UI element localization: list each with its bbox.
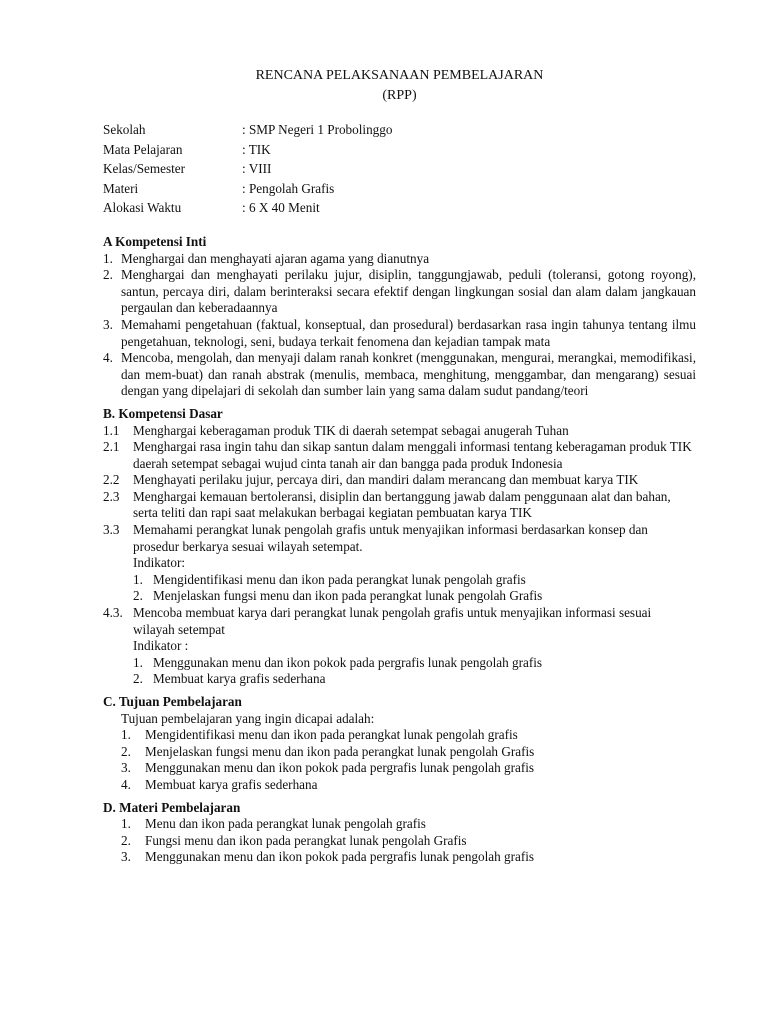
section-heading: C. Tujuan Pembelajaran [103,694,242,709]
info-key: Alokasi Waktu [103,200,182,216]
list-item [121,744,696,761]
info-value: : VIII [242,161,272,177]
indikator-label: Indikator: [133,555,186,571]
item-text: Menjelaskan fungsi menu dan ikon pada perangkat lunak pengolah Grafis [153,588,543,604]
document-title: RENCANA PELAKSANAAN PEMBELAJARAN [255,68,544,83]
list-item [121,777,696,794]
section-kompetensi-dasar [103,406,696,688]
indikator-list [133,655,696,688]
info-key: Sekolah [103,122,146,137]
info-key: Mata Pelajaran [103,141,183,157]
section-materi-pembelajaran [103,800,696,866]
item-text: Menghargai keberagaman produk TIK di daerah setempat sebagai anugerah Tuhan [133,422,569,438]
info-row [103,200,392,220]
tujuan-intro: Tujuan pembelajaran yang ingin dicapai adalah: [121,710,375,726]
item-number: 2. [133,671,143,687]
item-number: 1. [133,654,143,670]
list-item [103,350,696,400]
item-text: Menggunakan menu dan ikon pokok pada pergrafis lunak pengolah grafis [153,654,543,670]
tujuan-block [121,711,696,794]
item-text: Menghayati perilaku jujur, percaya diri, dan mandiri dalam merancang dan membuat karya TIK [133,472,639,488]
list-item [103,251,696,268]
item-number: 2.1 [103,439,120,455]
item-text: Menghargai rasa ingin tahu dan sikap santun dalam menggali informasi tentang keberagaman produk TIK daerah setempat sebagai wujud cinta tanah air dan bangga pada produk Indonesia [133,439,692,471]
materi-list [121,816,696,866]
item-number: 1. [121,816,131,832]
item-number: 2. [121,743,131,759]
item-number: 1.1 [103,422,120,438]
materi-block [121,816,696,866]
indikator-block [133,638,696,688]
identity-table [103,122,392,220]
item-text: Menghargai dan menghayati perilaku jujur, disiplin, tanggungjawab, peduli (toleransi, gotong royong), santun, percaya diri, dalam berinteraksi secara efektif dengan lingkungan sosial dan alam dalam jangkauan pergaulan dan keberadaannya [121,267,696,316]
info-row [103,122,392,142]
item-text: Menghargai dan menghayati ajaran agama yang dianutnya [121,250,430,266]
item-number: 4.3. [103,605,123,621]
section-kompetensi-inti [103,234,696,400]
document-subtitle: (RPP) [382,88,417,103]
item-number: 3.3 [103,522,120,538]
list-item [133,655,696,672]
item-text: Membuat karya grafis sederhana [153,671,326,687]
section-heading: D. Materi Pembelajaran [103,799,241,815]
item-text: Mengidentifikasi menu dan ikon pada perangkat lunak pengolah grafis [145,727,518,743]
item-number: 2. [133,588,143,604]
indikator-list [133,572,696,605]
list-item [121,833,696,850]
item-text: Membuat karya grafis sederhana [145,776,318,792]
info-value: : TIK [242,141,271,157]
item-text: Memahami pengetahuan (faktual, konseptual, dan prosedural) berdasarkan rasa ingin tahunya tentang ilmu pengetahuan, teknologi, seni, budaya terkait fenomena dan kejadian tampak mata [121,316,696,349]
list-item [133,588,696,605]
item-text: Menjelaskan fungsi menu dan ikon pada perangkat lunak pengolah Grafis [145,743,535,759]
item-number: 2.2 [103,472,120,488]
item-number: 3. [103,316,113,332]
indikator-block [133,555,696,605]
item-number: 4. [103,350,113,366]
item-text: Mengidentifikasi menu dan ikon pada perangkat lunak pengolah grafis [153,571,526,587]
item-text: Mencoba membuat karya dari perangkat lunak pengolah grafis untuk menyajikan informasi sesuai wilayah setempat [133,605,652,637]
item-number: 2. [121,832,131,848]
item-text: Menu dan ikon pada perangkat lunak pengolah grafis [145,816,426,832]
info-row [103,161,392,181]
list-item [133,572,696,589]
item-text: Menggunakan menu dan ikon pokok pada pergrafis lunak pengolah grafis [145,849,535,865]
item-text: Menggunakan menu dan ikon pokok pada pergrafis lunak pengolah grafis [145,760,535,776]
item-number: 3. [121,849,131,865]
info-row [103,142,392,162]
info-key: Kelas/Semester [103,161,186,177]
item-number: 2. [103,267,113,283]
list-item [103,605,696,638]
tujuan-list [121,727,696,793]
item-text: Menghargai kemauan bertoleransi, disiplin dan bertanggung jawab dalam penggunaan alat dan bahan, serta teliti dan rapi saat melakukan berbagai kegiatan pembuatan karya TIK [133,488,671,521]
indikator-label: Indikator : [133,638,189,654]
list-item [121,849,696,866]
list-item [103,439,696,472]
list-item [133,671,696,688]
info-value: : Pengolah Grafis [242,180,335,196]
item-number: 1. [133,571,143,587]
list-item [103,522,696,555]
item-text: Mencoba, mengolah, dan menyaji dalam ranah konkret (menggunakan, mengurai, merangkai, memodifikasi, dan mem-buat) dan ranah abstrak (menulis, membaca, menghitung, menggambar, dan mengarang) sesuai dengan yang dipelajari di sekolah dan sumber lain yang sama dalam sudut pandang/teori [121,350,696,399]
list-item [121,727,696,744]
list-item [121,816,696,833]
item-number: 1. [103,250,113,266]
item-number: 3. [121,760,131,776]
section-tujuan-pembelajaran [103,694,696,794]
list-item [121,760,696,777]
item-text: Memahami perangkat lunak pengolah grafis untuk menyajikan informasi berdasarkan konsep dan prosedur berkarya sesuai wilayah setempat. [133,522,648,554]
info-value: : SMP Negeri 1 Probolinggo [242,122,393,137]
list-item [103,423,696,440]
ki-list [103,251,696,400]
list-item [103,489,696,522]
list-item [103,472,696,489]
info-row [103,181,392,201]
info-key: Materi [103,180,139,196]
list-item [103,267,696,317]
item-number: 2.3 [103,488,120,504]
section-heading: A Kompetensi Inti [103,233,207,249]
item-text: Fungsi menu dan ikon pada perangkat lunak pengolah Grafis [145,832,467,848]
item-number: 1. [121,727,131,743]
info-value: : 6 X 40 Menit [242,200,320,216]
section-heading: B. Kompetensi Dasar [103,405,223,421]
item-number: 4. [121,776,131,792]
list-item [103,317,696,350]
